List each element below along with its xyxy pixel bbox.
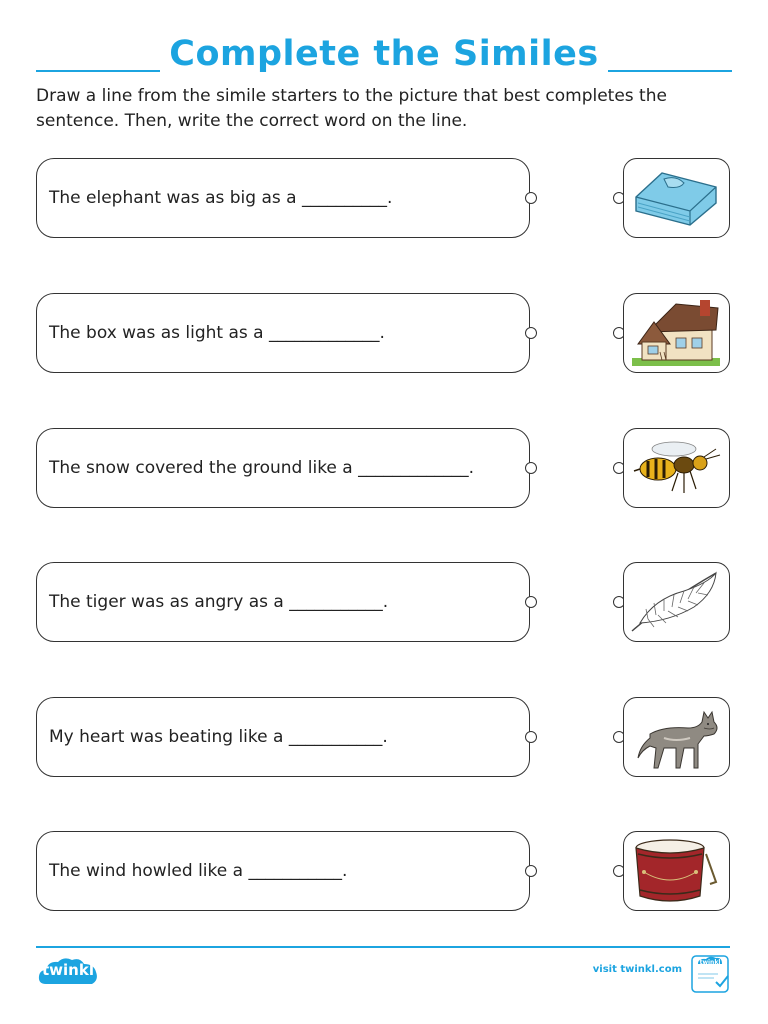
picture-card[interactable] (623, 831, 730, 911)
simile-row (0, 428, 768, 512)
twinkl-logo[interactable] (36, 954, 100, 988)
picture-card[interactable] (623, 158, 730, 238)
logo-text: twinkl (42, 961, 94, 979)
quality-badge-icon (688, 952, 732, 996)
simile-row (0, 562, 768, 646)
quality-badge (688, 952, 732, 996)
badge-text: twinkl (699, 959, 721, 966)
blanket-icon (624, 159, 728, 236)
sentence-connector-dot[interactable] (525, 462, 537, 474)
simile-sentence-box[interactable] (36, 158, 530, 238)
picture-card[interactable] (623, 562, 730, 642)
simile-sentence: The elephant was as big as a __________. (49, 188, 393, 208)
instructions: Draw a line from the simile starters to the picture that best completes the sentence. Then, write the correct word on the line. (36, 86, 667, 131)
simile-sentence: The snow covered the ground like a _____________. (49, 458, 475, 478)
simile-sentence: My heart was beating like a ___________. (49, 727, 388, 747)
sentence-connector-dot[interactable] (525, 731, 537, 743)
simile-row (0, 293, 768, 377)
simile-sentence-box[interactable] (36, 697, 530, 777)
simile-sentence: The box was as light as a _____________. (49, 323, 385, 343)
sentence-connector-dot[interactable] (525, 327, 537, 339)
visit-link[interactable]: visit twinkl.com (592, 964, 682, 975)
feather-icon (624, 563, 728, 640)
footer-rule (36, 946, 730, 948)
simile-sentence: The wind howled like a ___________. (49, 861, 348, 881)
title-rule-right (608, 70, 732, 72)
picture-card[interactable] (623, 697, 730, 777)
sentence-connector-dot[interactable] (525, 192, 537, 204)
simile-sentence-box[interactable] (36, 293, 530, 373)
simile-sentence-box[interactable] (36, 428, 530, 508)
sentence-connector-dot[interactable] (525, 596, 537, 608)
house-icon (624, 294, 728, 371)
simile-row (0, 831, 768, 915)
picture-card[interactable] (623, 428, 730, 508)
wasp-icon (624, 429, 728, 506)
wolf-icon (624, 698, 728, 775)
simile-row (0, 158, 768, 242)
simile-row (0, 697, 768, 781)
picture-card[interactable] (623, 293, 730, 373)
simile-sentence-box[interactable] (36, 831, 530, 911)
simile-sentence: The tiger was as angry as a ___________. (49, 592, 389, 612)
drum-icon (624, 832, 728, 909)
page-title: Complete the Similes (169, 34, 599, 74)
simile-sentence-box[interactable] (36, 562, 530, 642)
sentence-connector-dot[interactable] (525, 865, 537, 877)
